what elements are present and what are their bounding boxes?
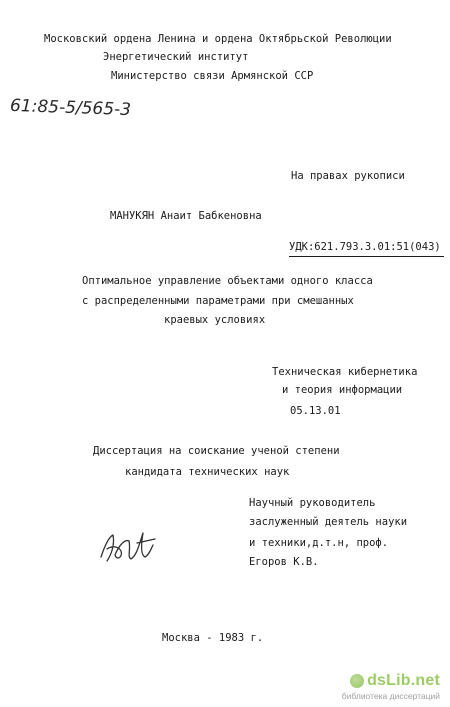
dslib-logo-icon [350, 674, 364, 688]
specialty-line-2: и теория информации [282, 384, 403, 396]
institution-line-2: Энергетический институт [103, 51, 249, 63]
dissertation-line-1: Диссертация на соискание ученой степени [93, 445, 340, 457]
dissertation-line-2: кандидата технических наук [125, 466, 290, 478]
supervisor-line-2: заслуженный деятель науки [249, 516, 408, 528]
author-name: МАНУКЯН Анаит Бабкеновна [110, 210, 262, 222]
udk-code: УДК:621.793.3.01:51(043) [289, 241, 441, 253]
title-line-2: с распределенными параметрами при смешанных [82, 295, 354, 307]
specialty-code: 05.13.01 [290, 405, 341, 417]
manuscript-rights-label: На правах рукописи [291, 170, 405, 182]
supervisor-line-3: и техники,д.т.н, проф. [249, 537, 389, 549]
handwritten-signature [95, 515, 165, 570]
supervisor-line-1: Научный руководитель [249, 497, 376, 509]
udk-underline [289, 256, 444, 257]
specialty-line-1: Техническая кибернетика [272, 366, 418, 378]
institution-line-1: Московский ордена Ленина и ордена Октябрьской Революции [44, 33, 392, 45]
title-line-3: краевых условиях [164, 314, 266, 326]
supervisor-name: Егоров К.В. [249, 556, 319, 568]
watermark-subtitle: библиотека диссертаций [341, 691, 440, 701]
archive-number-handwritten: 61:85-5/565-3 [9, 95, 132, 121]
watermark-name: dsLib.net [367, 672, 440, 689]
place-and-year: Москва - 1983 г. [162, 632, 264, 644]
dslib-watermark [342, 672, 440, 701]
institution-line-3: Министерство связи Армянской ССР [111, 70, 314, 82]
title-line-1: Оптимальное управление объектами одного класса [82, 275, 373, 287]
